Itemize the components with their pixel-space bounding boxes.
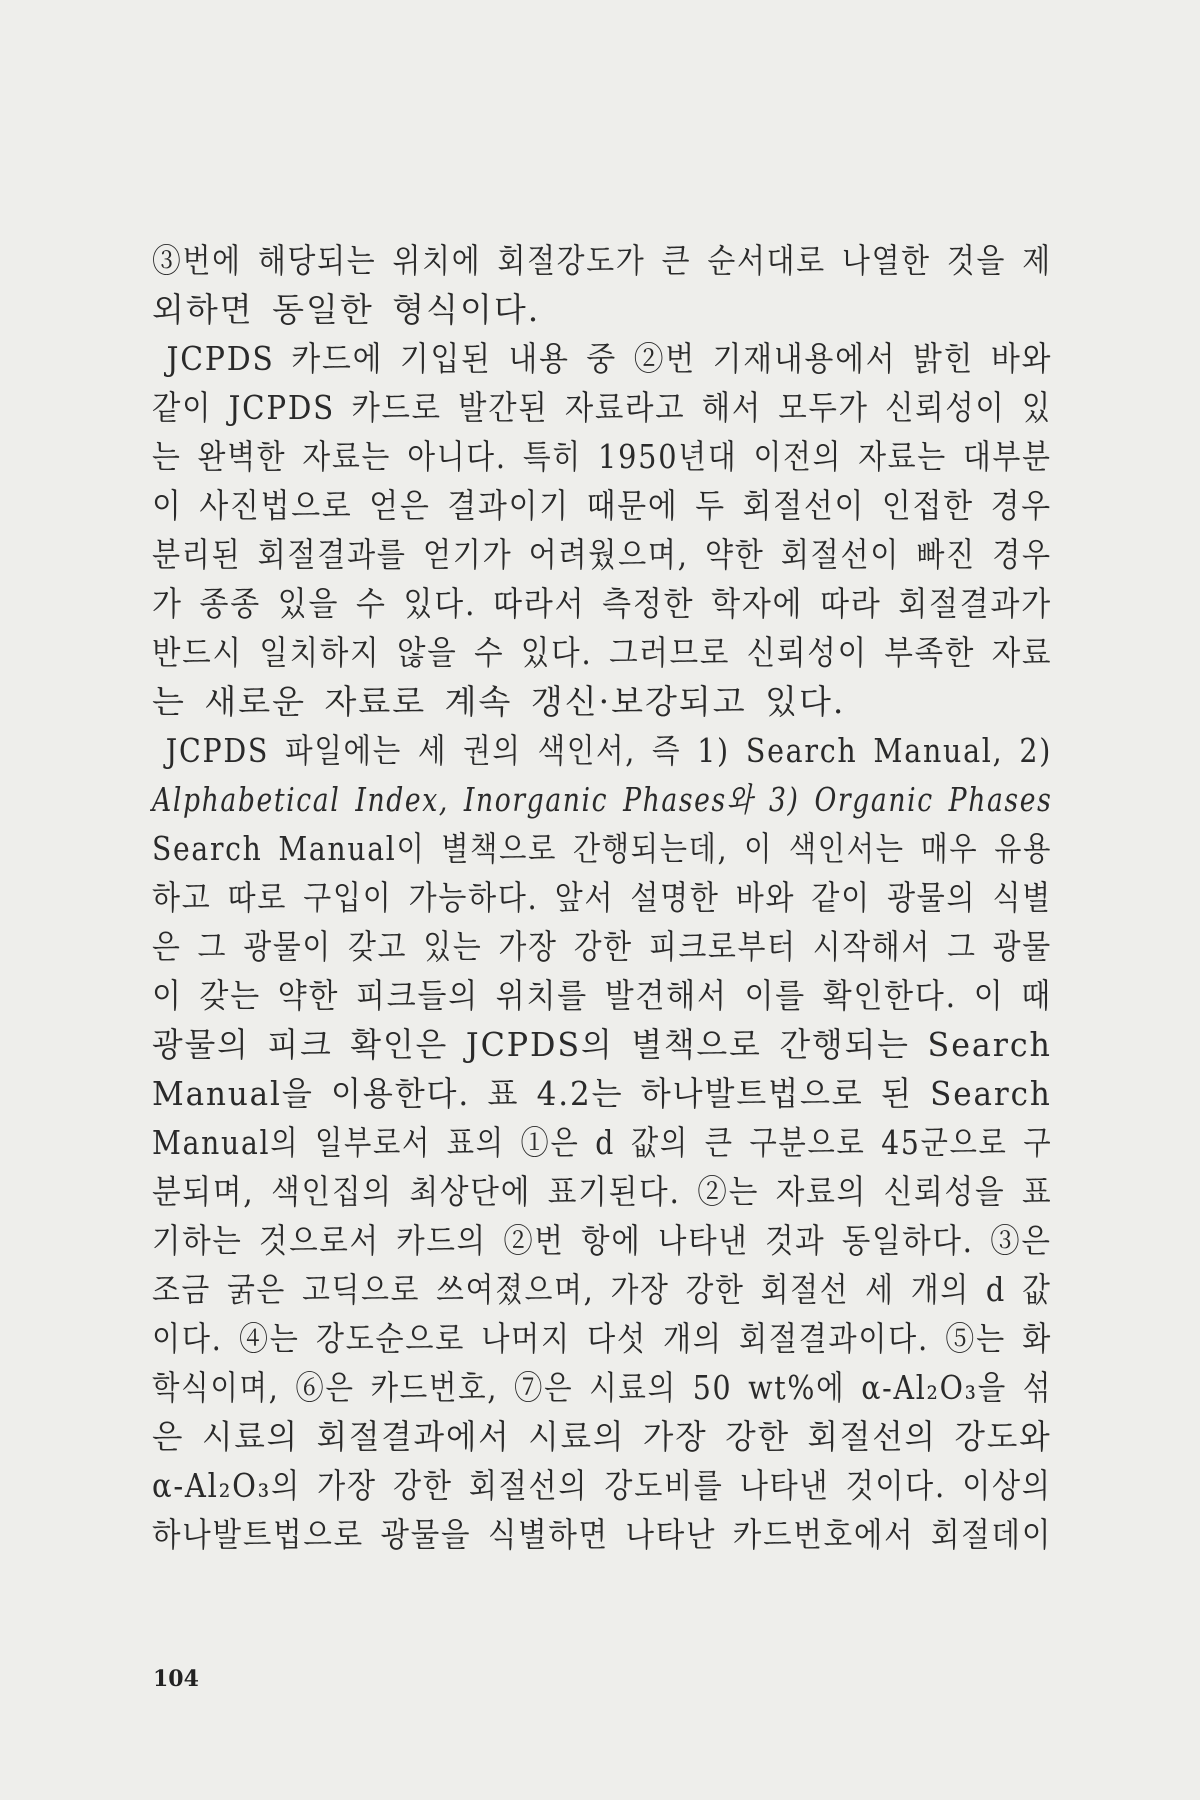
text-line: 하나발트법으로 광물을 식별하면 나타난 카드번호에서 회절데이	[152, 1515, 1053, 1554]
text-line: 외하면 동일한 형식이다.	[152, 290, 541, 329]
text-line: 광물의 피크 확인은 JCPDS의 별책으로 간행되는 Search	[152, 1025, 1052, 1064]
text-line: 분리된 회절결과를 얻기가 어려웠으며, 약한 회절선이 빠진 경우	[152, 535, 1052, 574]
text-line: α-Al₂O₃의 가장 강한 회절선의 강도비를 나타낸 것이다. 이상의	[152, 1466, 1052, 1505]
text-line: 조금 굵은 고딕으로 쓰여졌으며, 가장 강한 회절선 세 개의 d 값	[152, 1270, 1052, 1309]
text-line: 같이 JCPDS 카드로 발간된 자료라고 해서 모두가 신뢰성이 있	[152, 388, 1053, 427]
page-number: 104	[153, 1666, 199, 1692]
text-line: 는 완벽한 자료는 아니다. 특히 1950년대 이전의 자료는 대부분	[152, 437, 1052, 476]
text-line: 하고 따로 구입이 가능하다. 앞서 설명한 바와 같이 광물의 식별	[152, 878, 1052, 917]
text-line: 학식이며, ⑥은 카드번호, ⑦은 시료의 50 wt%에 α-Al₂O₃을 섞	[152, 1368, 1053, 1407]
text-line: 이 사진법으로 얻은 결과이기 때문에 두 회절선이 인접한 경우	[152, 486, 1052, 525]
text-line: ③번에 해당되는 위치에 회절강도가 큰 순서대로 나열한 것을 제	[152, 241, 1052, 280]
text-line: 가 종종 있을 수 있다. 따라서 측정한 학자에 따라 회절결과가	[152, 584, 1053, 623]
body-text	[152, 236, 1052, 1559]
text-line: 기하는 것으로서 카드의 ②번 항에 나타낸 것과 동일하다. ③은	[152, 1221, 1052, 1260]
text-line: Manual을 이용한다. 표 4.2는 하나발트법으로 된 Search	[152, 1074, 1052, 1113]
text-line: 은 시료의 회절결과에서 시료의 가장 강한 회절선의 강도와	[152, 1417, 1052, 1456]
text-line: Manual의 일부로서 표의 ①은 d 값의 큰 구분으로 45군으로 구	[152, 1123, 1053, 1162]
text-line: 분되며, 색인집의 최상단에 표기된다. ②는 자료의 신뢰성을 표	[152, 1172, 1053, 1211]
text-line: 는 새로운 자료로 계속 갱신·보강되고 있다.	[152, 682, 846, 721]
text-line: Search Manual이 별책으로 간행되는데, 이 색인서는 매우 유용	[152, 829, 1053, 868]
text-line: 반드시 일치하지 않을 수 있다. 그러므로 신뢰성이 부족한 자료	[152, 633, 1053, 672]
text-line: 은 그 광물이 갖고 있는 가장 강한 피크로부터 시작해서 그 광물	[152, 927, 1052, 966]
text-line: JCPDS 파일에는 세 권의 색인서, 즉 1) Search Manual, 2)	[165, 731, 1053, 770]
text-line: 이다. ④는 강도순으로 나머지 다섯 개의 회절결과이다. ⑤는 화	[152, 1319, 1053, 1358]
text-line: Alphabetical Index, Inorganic Phases와 3) Organic Phases	[152, 780, 1053, 819]
text-line: 이 갖는 약한 피크들의 위치를 발견해서 이를 확인한다. 이 때	[152, 976, 1053, 1015]
text-line: JCPDS 카드에 기입된 내용 중 ②번 기재내용에서 밝힌 바와	[166, 339, 1053, 378]
